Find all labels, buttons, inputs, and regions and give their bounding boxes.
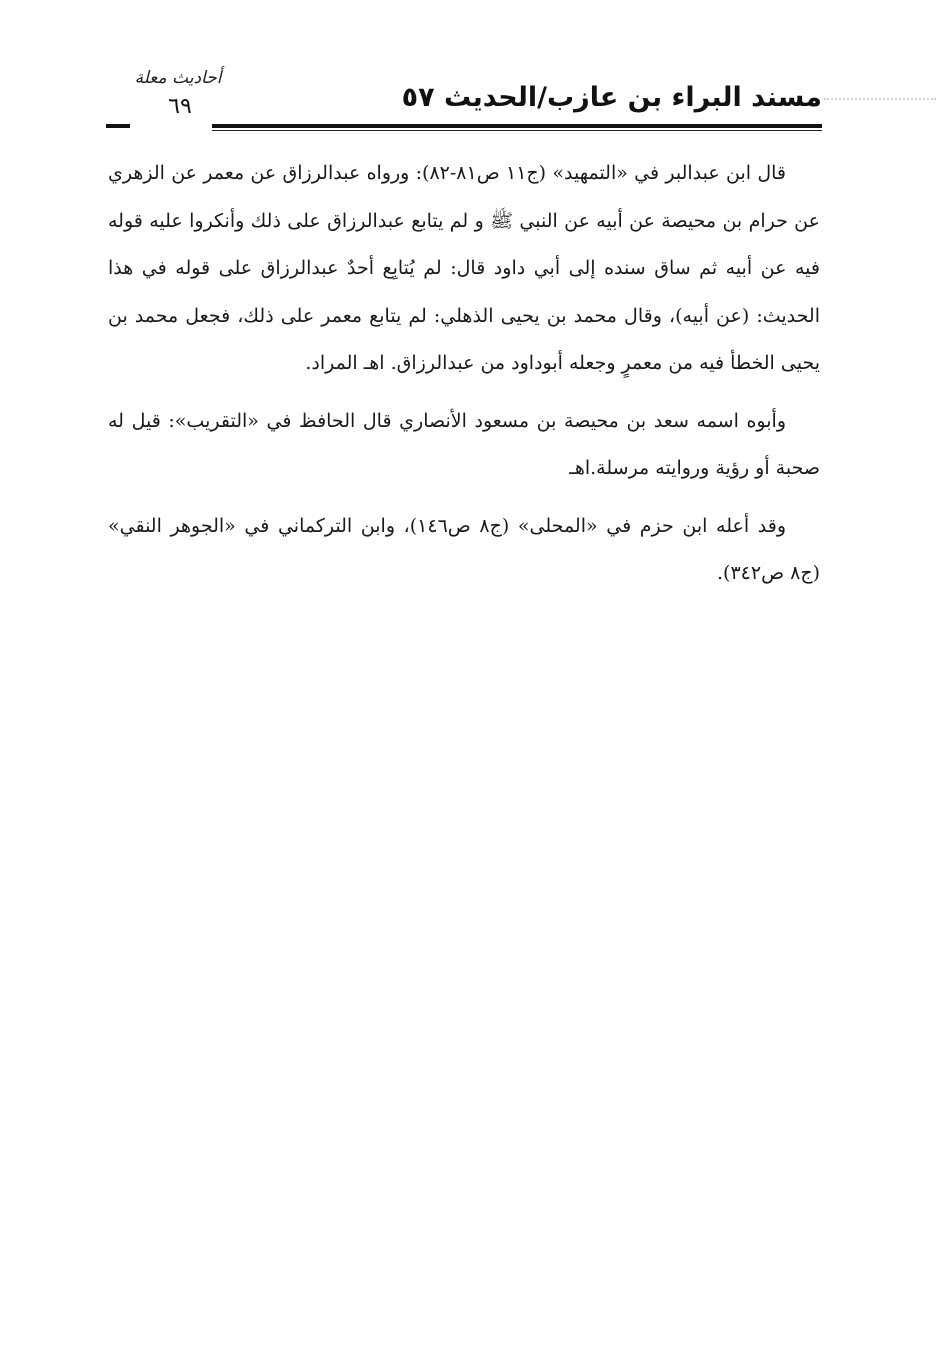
header-rule <box>212 124 822 128</box>
header-dotted-line <box>824 98 936 102</box>
section-label: أحاديث معلة <box>134 68 222 88</box>
paragraph-3: وقد أعله ابن حزم في «المحلى» (ج٨ ص١٤٦)، وابن التركماني في «الجوهر النقي» (ج٨ ص٣٤٢). <box>108 514 820 584</box>
paragraph-2: وأبوه اسمه سعد بن محيصة بن مسعود الأنصاري قال الحافظ في «التقريب»: قيل له صحبة أو رؤية وروايته مرسلة.اهـ <box>108 409 820 479</box>
page-number-underline <box>106 124 130 128</box>
page-number: ٦٩ <box>168 94 192 119</box>
page-header <box>100 68 822 134</box>
header-rule-thin <box>212 130 822 131</box>
paragraph-1: قال ابن عبدالبر في «التمهيد» (ج١١ ص٨١-٨٢): ورواه عبدالرزاق عن معمر عن الزهري عن حرام بن محيصة عن أبيه عن النبي ﷺ و لم يتابع عبدالرزاق على ذلك وأنكروا عليه قوله فيه عن أبيه ثم ساق سنده إلى أبي داود قال: لم يُتابِع أحدٌ عبدالرزاق على قوله في هذا الحديث: (عن أبيه)، وقال محمد بن يحيى الذهلي: لم يتابع معمر على ذلك، فجعل محمد بن يحيى الخطأ فيه من معمرٍ وجعله أبوداود من عبدالرزاق. اهـ المراد. <box>108 162 820 374</box>
page-title: مسند البراء بن عازب/الحديث ٥٧ <box>401 82 822 113</box>
body-text <box>108 150 820 608</box>
